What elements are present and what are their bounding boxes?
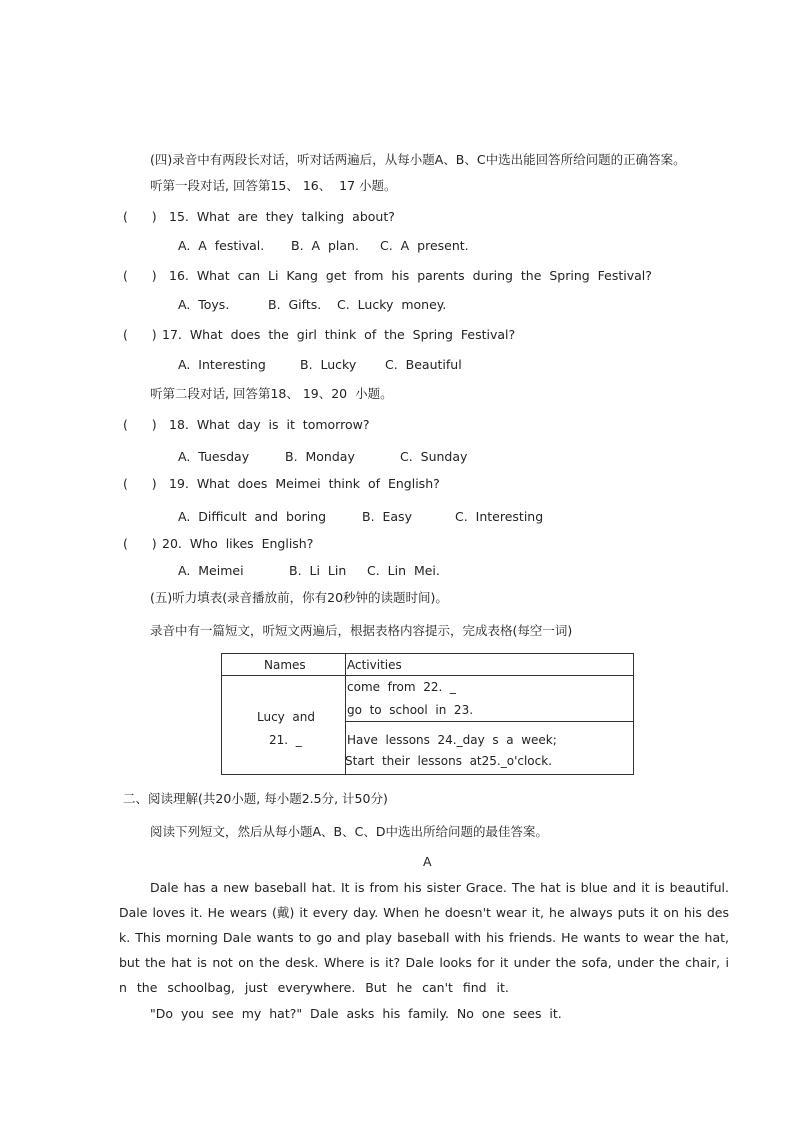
option-c: C. Lin Mei. xyxy=(367,563,440,578)
answer-blank[interactable]: ( ) xyxy=(123,476,157,491)
section4-title: (四)录音中有两段长对话，听对话两遍后，从每小题A、B、C中选出能回答所给问题的正确答案。 xyxy=(150,152,686,167)
answer-blank[interactable]: ( ) xyxy=(123,268,157,283)
question-20: 20. Who likes English? xyxy=(162,536,314,551)
section5-instruction: 录音中有一篇短文，听短文两遍后，根据表格内容提示，完成表格(每空一词) xyxy=(150,623,573,638)
passage-line: k. This morning Dale wants to go and play baseball with his friends. He wants to wear the hat, xyxy=(119,930,729,945)
option-c: C. A present. xyxy=(380,238,469,253)
option-b: B. Easy xyxy=(362,509,412,524)
table-name-line1: Lucy and xyxy=(257,710,315,724)
question-17: 17. What does the girl think of the Spring Festival? xyxy=(162,327,516,342)
dialog1-note: 听第一段对话, 回答第15、 16、 17 小题。 xyxy=(150,178,397,193)
passage-line: but the hat is not on the desk. Where is it? Dale looks for it under the sofa, under the chair, i xyxy=(119,955,729,970)
option-a: A. Difficult and boring xyxy=(178,509,327,524)
option-b: B. Monday xyxy=(285,449,355,464)
option-c: C. Lucky money. xyxy=(337,297,447,312)
question-19: 19. What does Meimei think of English? xyxy=(169,476,440,491)
option-b: B. Li Lin xyxy=(289,563,347,578)
blank-24[interactable]: Have lessons 24._day s a week; xyxy=(347,733,557,747)
option-c: C. Interesting xyxy=(455,509,544,524)
option-c: C. Sunday xyxy=(400,449,468,464)
option-a: A. Interesting xyxy=(178,357,266,372)
answer-blank[interactable]: ( ) xyxy=(123,327,157,342)
dialog2-note: 听第二段对话, 回答第18、 19、20 小题。 xyxy=(150,386,393,401)
question-15: 15. What are they talking about? xyxy=(169,209,395,224)
option-a: A. A festival. xyxy=(178,238,265,253)
blank-22[interactable]: come from 22. _ xyxy=(347,680,456,694)
passage-label: A xyxy=(423,854,432,869)
passage-line: "Do you see my hat?" Dale asks his family. No one sees it. xyxy=(150,1006,562,1021)
option-b: B. Lucky xyxy=(300,357,357,372)
table-header-activities: Activities xyxy=(347,658,402,672)
answer-blank[interactable]: ( ) xyxy=(123,536,157,551)
blank-23[interactable]: go to school in 23. xyxy=(347,703,474,717)
option-b: B. A plan. xyxy=(291,238,359,253)
part2-title: 二、阅读理解(共20小题, 每小题2.5分, 计50分) xyxy=(123,791,388,806)
table-header-names: Names xyxy=(264,658,306,672)
listening-table xyxy=(221,653,634,775)
option-a: A. Meimei xyxy=(178,563,244,578)
passage-line: Dale loves it. He wears (戴) it every day. When he doesn't wear it, he always puts it on his des xyxy=(119,905,729,920)
blank-25[interactable]: Start their lessons at25._o'clock. xyxy=(345,754,552,768)
passage-line: Dale has a new baseball hat. It is from his sister Grace. The hat is blue and it is beautiful. xyxy=(150,880,729,895)
question-16: 16. What can Li Kang get from his parents during the Spring Festival? xyxy=(169,268,652,283)
option-b: B. Gifts. xyxy=(268,297,322,312)
section5-title: (五)听力填表(录音播放前，你有20秒钟的读题时间)。 xyxy=(150,590,448,605)
option-a: A. Tuesday xyxy=(178,449,250,464)
option-c: C. Beautiful xyxy=(385,357,462,372)
blank-21[interactable]: 21. _ xyxy=(269,733,302,747)
passage-line: n the schoolbag, just everywhere. But he can't find it. xyxy=(119,980,509,995)
part2-instruction: 阅读下列短文，然后从每小题A、B、C、D中选出所给问题的最佳答案。 xyxy=(150,824,548,839)
option-a: A. Toys. xyxy=(178,297,230,312)
answer-blank[interactable]: ( ) xyxy=(123,209,157,224)
question-18: 18. What day is it tomorrow? xyxy=(169,417,370,432)
answer-blank[interactable]: ( ) xyxy=(123,417,157,432)
